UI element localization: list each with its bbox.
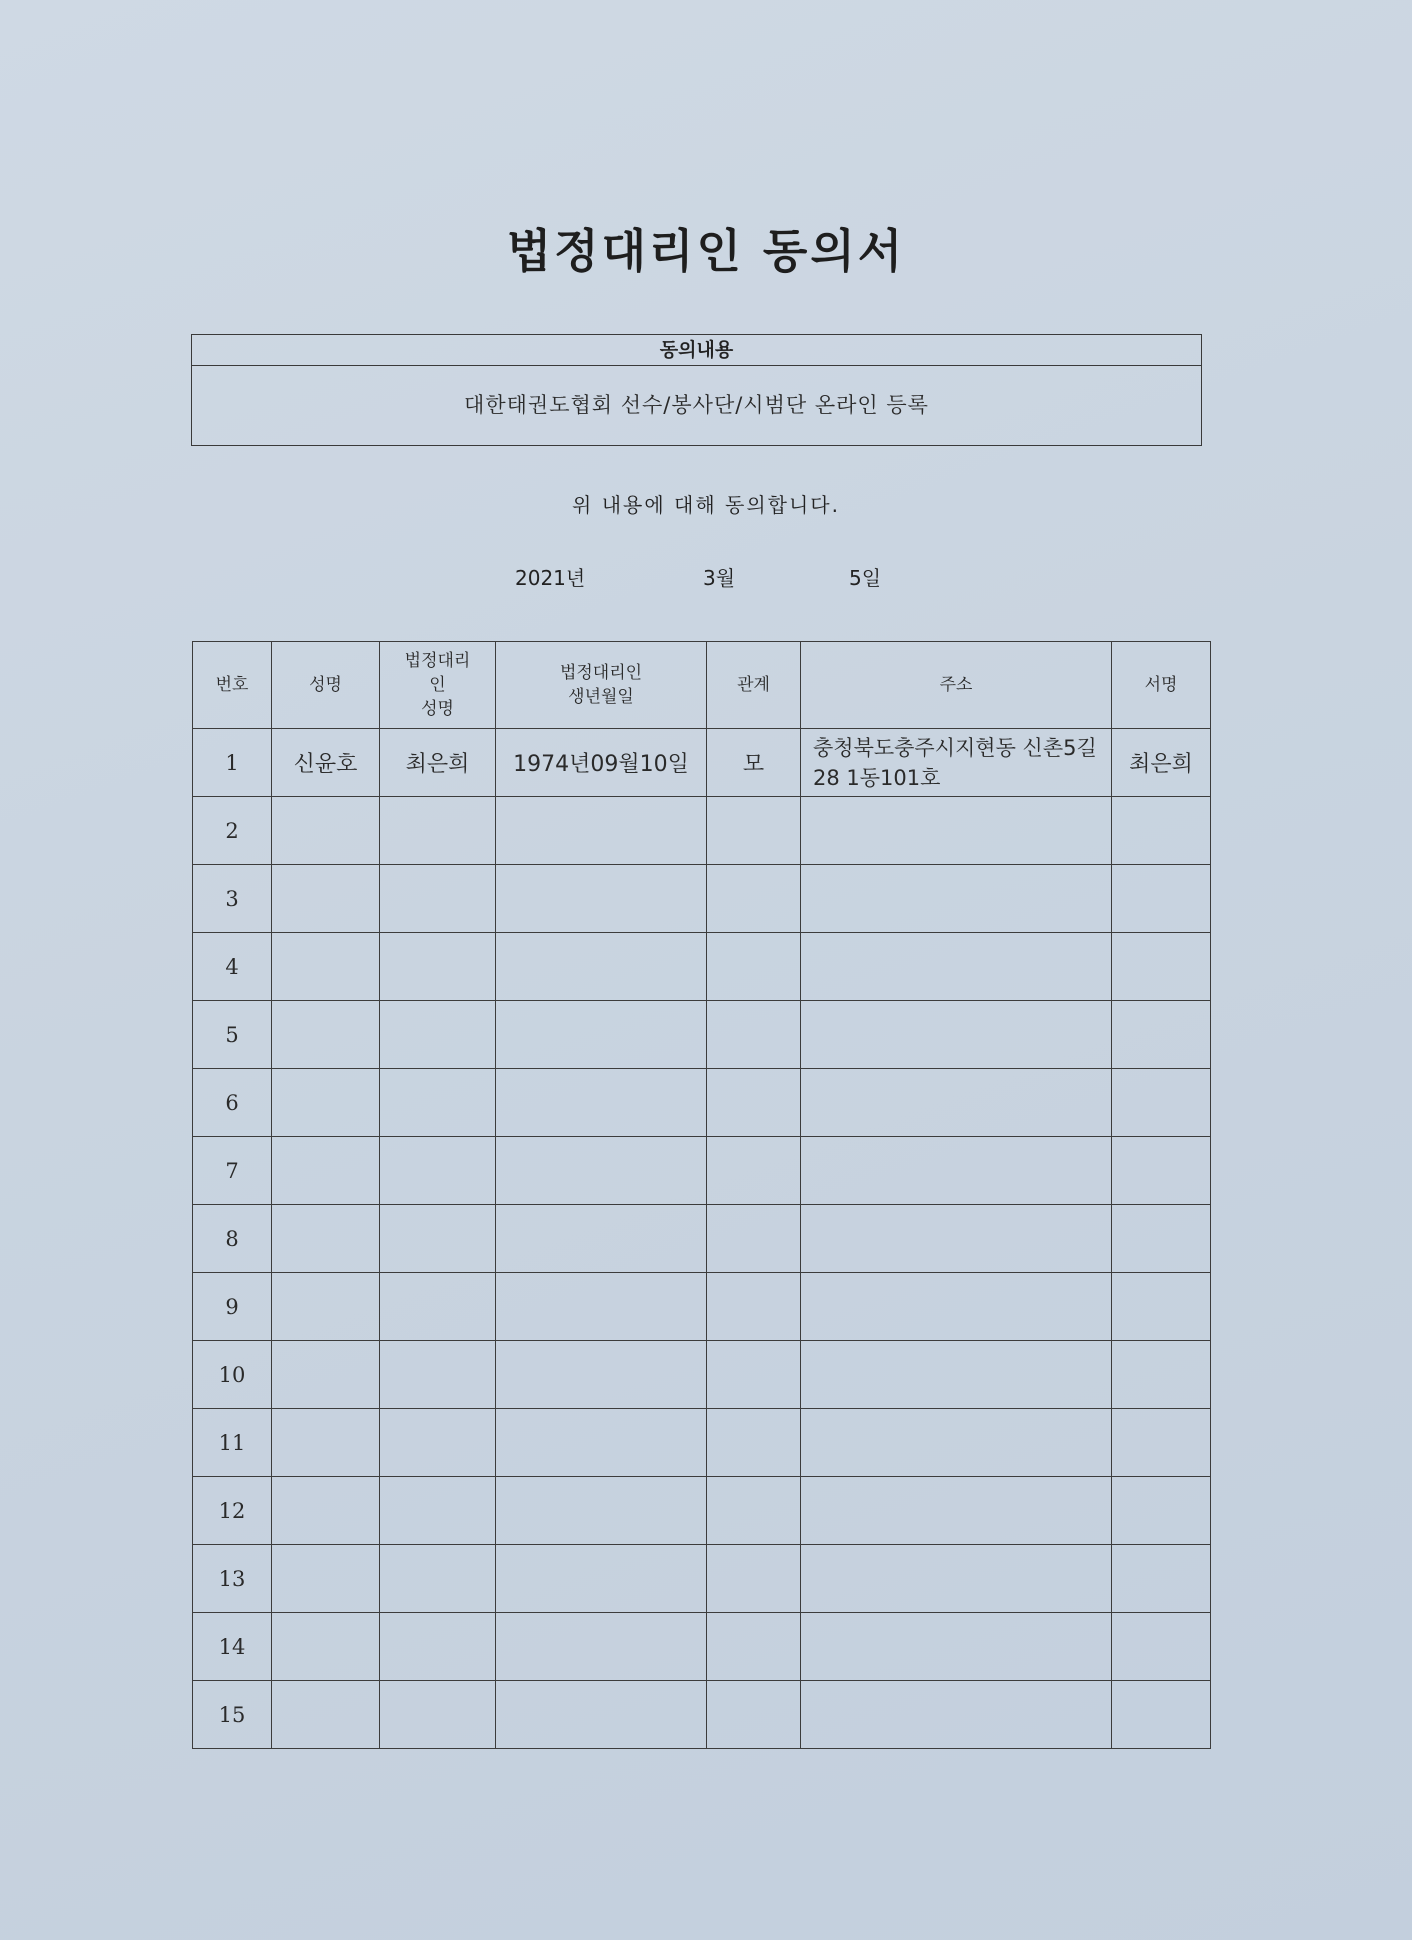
cell-guardian-birth bbox=[496, 865, 707, 933]
header-guardian-birth-line2: 생년월일 bbox=[568, 687, 634, 707]
cell-guardian-birth bbox=[496, 797, 707, 865]
cell-signature bbox=[1112, 1273, 1211, 1341]
cell-relation: 모 bbox=[707, 729, 801, 797]
cell-signature bbox=[1112, 1069, 1211, 1137]
cell-name bbox=[272, 1273, 380, 1341]
agreement-statement: 위 내용에 대해 동의합니다. bbox=[572, 493, 840, 517]
cell-signature: 최은희 bbox=[1112, 729, 1211, 797]
cell-no: 15 bbox=[193, 1681, 272, 1749]
table-row bbox=[193, 1613, 1211, 1681]
table-row bbox=[193, 865, 1211, 933]
table-row bbox=[193, 1069, 1211, 1137]
cell-relation bbox=[707, 1613, 801, 1681]
cell-guardian-birth bbox=[496, 1137, 707, 1205]
cell-address bbox=[801, 1409, 1112, 1477]
cell-guardian-birth bbox=[496, 1545, 707, 1613]
consent-box-content: 대한태권도협회 선수/봉사단/시범단 온라인 등록 bbox=[464, 393, 929, 417]
cell-address bbox=[801, 1273, 1112, 1341]
cell-address bbox=[801, 1613, 1112, 1681]
cell-name bbox=[272, 1409, 380, 1477]
cell-address bbox=[801, 1205, 1112, 1273]
cell-address bbox=[801, 1137, 1112, 1205]
header-no: 번호 bbox=[193, 642, 272, 729]
cell-signature bbox=[1112, 797, 1211, 865]
cell-relation bbox=[707, 933, 801, 1001]
date-year: 2021년 bbox=[515, 566, 586, 590]
cell-no: 13 bbox=[193, 1545, 272, 1613]
cell-guardian-name bbox=[380, 1341, 496, 1409]
cell-no: 1 bbox=[193, 729, 272, 797]
cell-name bbox=[272, 1613, 380, 1681]
cell-address bbox=[801, 1477, 1112, 1545]
cell-address bbox=[801, 1001, 1112, 1069]
header-guardian-name-line2: 인 bbox=[429, 675, 446, 695]
cell-relation bbox=[707, 1409, 801, 1477]
cell-no: 3 bbox=[193, 865, 272, 933]
consent-box bbox=[191, 334, 1202, 446]
header-guardian-name-line1: 법정대리 bbox=[404, 651, 471, 671]
cell-no: 11 bbox=[193, 1409, 272, 1477]
cell-name bbox=[272, 1069, 380, 1137]
cell-no: 8 bbox=[193, 1205, 272, 1273]
cell-guardian-name bbox=[380, 1681, 496, 1749]
cell-relation bbox=[707, 1137, 801, 1205]
table-row bbox=[193, 1137, 1211, 1205]
cell-name bbox=[272, 1477, 380, 1545]
header-guardian-name bbox=[380, 642, 496, 729]
cell-address bbox=[801, 933, 1112, 1001]
cell-no: 14 bbox=[193, 1613, 272, 1681]
cell-guardian-birth bbox=[496, 933, 707, 1001]
cell-signature bbox=[1112, 1409, 1211, 1477]
cell-signature bbox=[1112, 865, 1211, 933]
cell-address bbox=[801, 1341, 1112, 1409]
header-guardian-birth bbox=[496, 642, 707, 729]
cell-guardian-birth bbox=[496, 1341, 707, 1409]
cell-no: 10 bbox=[193, 1341, 272, 1409]
guardian-table-wrapper bbox=[192, 641, 1210, 1749]
cell-relation bbox=[707, 797, 801, 865]
header-relation: 관계 bbox=[707, 642, 801, 729]
table-row bbox=[193, 1545, 1211, 1613]
header-name: 성명 bbox=[272, 642, 380, 729]
document-title: 법정대리인 동의서 bbox=[506, 224, 906, 278]
cell-signature bbox=[1112, 1137, 1211, 1205]
cell-name: 신윤호 bbox=[272, 729, 380, 797]
cell-relation bbox=[707, 1205, 801, 1273]
cell-guardian-name bbox=[380, 1409, 496, 1477]
cell-guardian-name bbox=[380, 1069, 496, 1137]
consent-box-header: 동의내용 bbox=[192, 335, 1201, 366]
cell-no: 7 bbox=[193, 1137, 272, 1205]
table-row bbox=[193, 1205, 1211, 1273]
date-month: 3월 bbox=[703, 566, 736, 590]
cell-signature bbox=[1112, 1545, 1211, 1613]
header-address: 주소 bbox=[801, 642, 1112, 729]
cell-no: 9 bbox=[193, 1273, 272, 1341]
table-row bbox=[193, 1477, 1211, 1545]
cell-guardian-name bbox=[380, 1545, 496, 1613]
cell-name bbox=[272, 797, 380, 865]
cell-guardian-name: 최은희 bbox=[380, 729, 496, 797]
cell-guardian-birth bbox=[496, 1477, 707, 1545]
cell-guardian-name bbox=[380, 1205, 496, 1273]
cell-address bbox=[801, 1681, 1112, 1749]
table-row bbox=[193, 1681, 1211, 1749]
cell-no: 12 bbox=[193, 1477, 272, 1545]
table-row bbox=[193, 1273, 1211, 1341]
table-body bbox=[193, 729, 1211, 1749]
cell-guardian-name bbox=[380, 1001, 496, 1069]
cell-guardian-birth bbox=[496, 1613, 707, 1681]
table-row bbox=[193, 1409, 1211, 1477]
cell-signature bbox=[1112, 933, 1211, 1001]
table-header-row bbox=[193, 642, 1211, 729]
cell-relation bbox=[707, 1545, 801, 1613]
cell-address bbox=[801, 797, 1112, 865]
cell-signature bbox=[1112, 1681, 1211, 1749]
cell-name bbox=[272, 865, 380, 933]
cell-relation bbox=[707, 865, 801, 933]
table-row bbox=[193, 797, 1211, 865]
cell-guardian-birth bbox=[496, 1205, 707, 1273]
cell-guardian-birth bbox=[496, 1273, 707, 1341]
cell-relation bbox=[707, 1681, 801, 1749]
cell-signature bbox=[1112, 1613, 1211, 1681]
date-day: 5일 bbox=[849, 566, 882, 590]
cell-guardian-name bbox=[380, 1137, 496, 1205]
cell-relation bbox=[707, 1477, 801, 1545]
cell-guardian-name bbox=[380, 1613, 496, 1681]
cell-guardian-birth bbox=[496, 1409, 707, 1477]
cell-signature bbox=[1112, 1205, 1211, 1273]
cell-name bbox=[272, 1341, 380, 1409]
cell-no: 6 bbox=[193, 1069, 272, 1137]
guardian-consent-table bbox=[192, 641, 1211, 1749]
cell-signature bbox=[1112, 1001, 1211, 1069]
cell-no: 5 bbox=[193, 1001, 272, 1069]
cell-guardian-birth: 1974년09월10일 bbox=[496, 729, 707, 797]
cell-address bbox=[801, 1545, 1112, 1613]
table-row bbox=[193, 933, 1211, 1001]
cell-guardian-name bbox=[380, 1477, 496, 1545]
cell-name bbox=[272, 1545, 380, 1613]
cell-relation bbox=[707, 1273, 801, 1341]
cell-guardian-name bbox=[380, 797, 496, 865]
cell-guardian-birth bbox=[496, 1681, 707, 1749]
cell-address: 충청북도충주시지현동 신촌5길28 1동101호 bbox=[801, 729, 1112, 797]
cell-no: 2 bbox=[193, 797, 272, 865]
cell-name bbox=[272, 1681, 380, 1749]
cell-name bbox=[272, 1001, 380, 1069]
cell-guardian-name bbox=[380, 865, 496, 933]
cell-no: 4 bbox=[193, 933, 272, 1001]
cell-signature bbox=[1112, 1341, 1211, 1409]
cell-guardian-birth bbox=[496, 1069, 707, 1137]
header-guardian-name-line3: 성명 bbox=[421, 699, 454, 719]
table-row bbox=[193, 729, 1211, 797]
cell-address bbox=[801, 1069, 1112, 1137]
cell-relation bbox=[707, 1069, 801, 1137]
table-row bbox=[193, 1001, 1211, 1069]
cell-signature bbox=[1112, 1477, 1211, 1545]
cell-name bbox=[272, 933, 380, 1001]
table-row bbox=[193, 1341, 1211, 1409]
cell-name bbox=[272, 1137, 380, 1205]
cell-address bbox=[801, 865, 1112, 933]
header-guardian-birth-line1: 법정대리인 bbox=[559, 663, 643, 683]
cell-guardian-name bbox=[380, 1273, 496, 1341]
cell-relation bbox=[707, 1001, 801, 1069]
header-signature: 서명 bbox=[1112, 642, 1211, 729]
cell-relation bbox=[707, 1341, 801, 1409]
cell-name bbox=[272, 1205, 380, 1273]
cell-guardian-birth bbox=[496, 1001, 707, 1069]
cell-guardian-name bbox=[380, 933, 496, 1001]
